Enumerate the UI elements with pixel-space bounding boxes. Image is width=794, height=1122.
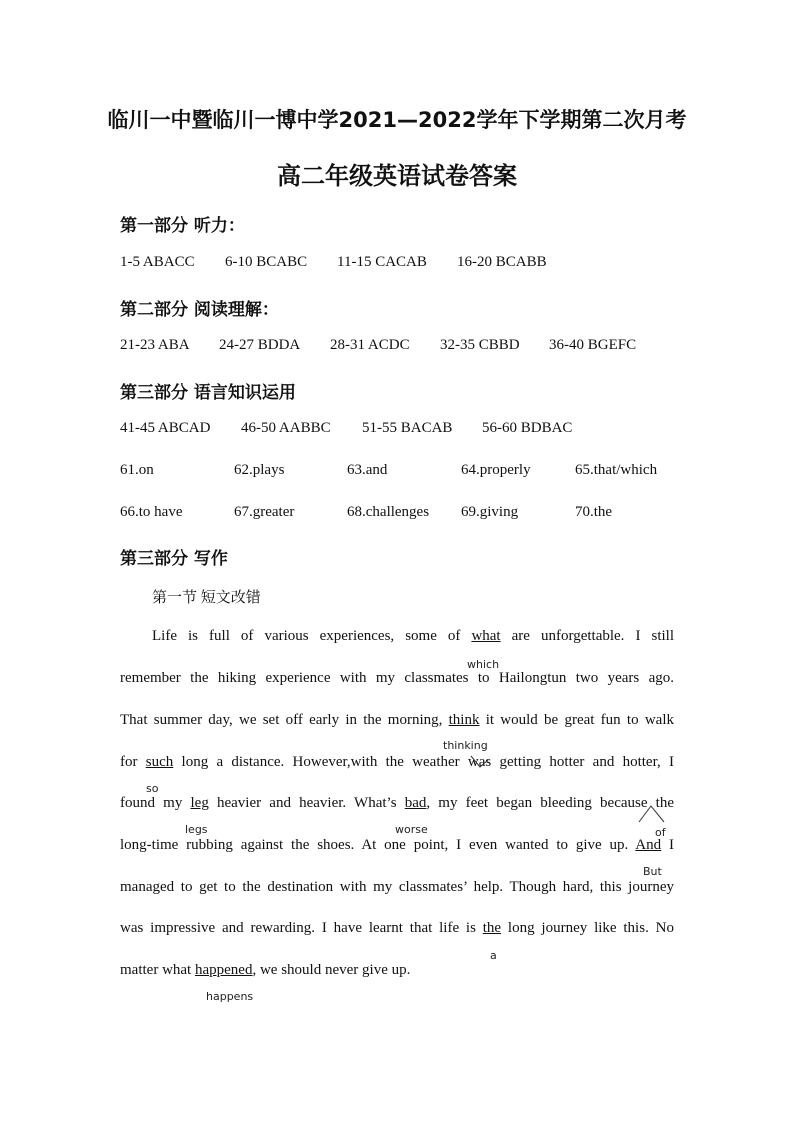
answer-group: 6-10 BCABC xyxy=(225,254,308,270)
fill-answer: 61.on xyxy=(120,462,154,478)
passage-line-9: matter what happened, we should never give up. xyxy=(120,962,411,978)
passage-line-8: was impressive and rewarding. I have learnt that life is the long journey like this. No xyxy=(120,920,674,936)
correction-text: which xyxy=(467,658,500,671)
passage-line-4: for such long a distance. However,with the weather was getting hotter and hotter, I xyxy=(120,754,674,770)
correction-text: worse xyxy=(395,823,428,836)
error-word: bad xyxy=(404,795,427,811)
fill-answer: 66.to have xyxy=(120,504,183,520)
part2-heading: 第二部分 阅读理解： xyxy=(120,300,279,320)
answer-group: 46-50 AABBC xyxy=(241,420,331,436)
correction-text: But xyxy=(643,865,662,878)
exam-title: 临川一中暨临川一博中学2021—2022学年下学期第二次月考 xyxy=(107,108,687,132)
insertion-caret xyxy=(636,802,668,826)
passage-line-7: managed to get to the destination with my classmates’ help. Though hard, this journey xyxy=(120,879,674,895)
answer-group: 1-5 ABACC xyxy=(120,254,195,270)
passage-line-3: That summer day, we set off early in the morning, think it would be great fun to walk xyxy=(120,712,674,728)
part4-heading: 第三部分 写作 xyxy=(120,549,228,569)
passage-line-2: remember the hiking experience with my classmates to Hailongtun two years ago. xyxy=(120,670,674,686)
correction-text: a xyxy=(490,949,497,962)
fill-answer: 65.that/which xyxy=(575,462,658,478)
correction-text: happens xyxy=(206,990,254,1003)
answer-group: 28-31 ACDC xyxy=(330,337,410,353)
answer-group: 16-20 BCABB xyxy=(457,254,547,270)
fill-answer: 63.and xyxy=(347,462,388,478)
answer-key-title: 高二年级英语试卷答案 xyxy=(277,162,517,190)
error-word: leg xyxy=(190,795,209,811)
fill-answer: 70.the xyxy=(575,504,613,520)
answer-group: 32-35 CBBD xyxy=(440,337,520,353)
error-word: such xyxy=(145,754,174,770)
section-title: 第一节 短文改错 xyxy=(152,590,261,606)
error-word: think xyxy=(448,712,480,728)
correction-text: of xyxy=(655,826,666,839)
error-word: And xyxy=(635,837,662,853)
part3-heading: 第三部分 语言知识运用 xyxy=(120,383,296,403)
passage-line-1: Life is full of various experiences, some of what are unforgettable. I still xyxy=(152,628,674,644)
error-word: what xyxy=(471,628,501,644)
fill-answer: 64.properly xyxy=(461,462,531,478)
answer-group: 24-27 BDDA xyxy=(219,337,301,353)
fill-answer: 67.greater xyxy=(234,504,295,520)
correction-text: so xyxy=(146,782,159,795)
part1-heading: 第一部分 听力： xyxy=(120,216,245,236)
answer-group: 41-45 ABCAD xyxy=(120,420,211,436)
error-word: the xyxy=(482,920,502,936)
passage-line-5: found my leg heavier and heavier. What’s bad, my feet began bleeding because the xyxy=(120,795,674,811)
correction-text: legs xyxy=(185,823,208,836)
answer-group: 11-15 CACAB xyxy=(337,254,427,270)
answer-group: 36-40 BGEFC xyxy=(549,337,637,353)
answer-group: 56-60 BDBAC xyxy=(482,420,573,436)
answer-group: 51-55 BACAB xyxy=(362,420,453,436)
passage-line-6: long-time rubbing against the shoes. At one point, I even wanted to give up. And I xyxy=(120,837,674,853)
error-word: happened xyxy=(194,962,253,978)
fill-answer: 68.challenges xyxy=(347,504,430,520)
fill-answer: 62.plays xyxy=(234,462,285,478)
answer-group: 21-23 ABA xyxy=(120,337,190,353)
fill-answer: 69.giving xyxy=(461,504,519,520)
correction-text: thinking xyxy=(443,739,488,752)
deletion-mark xyxy=(468,752,492,772)
